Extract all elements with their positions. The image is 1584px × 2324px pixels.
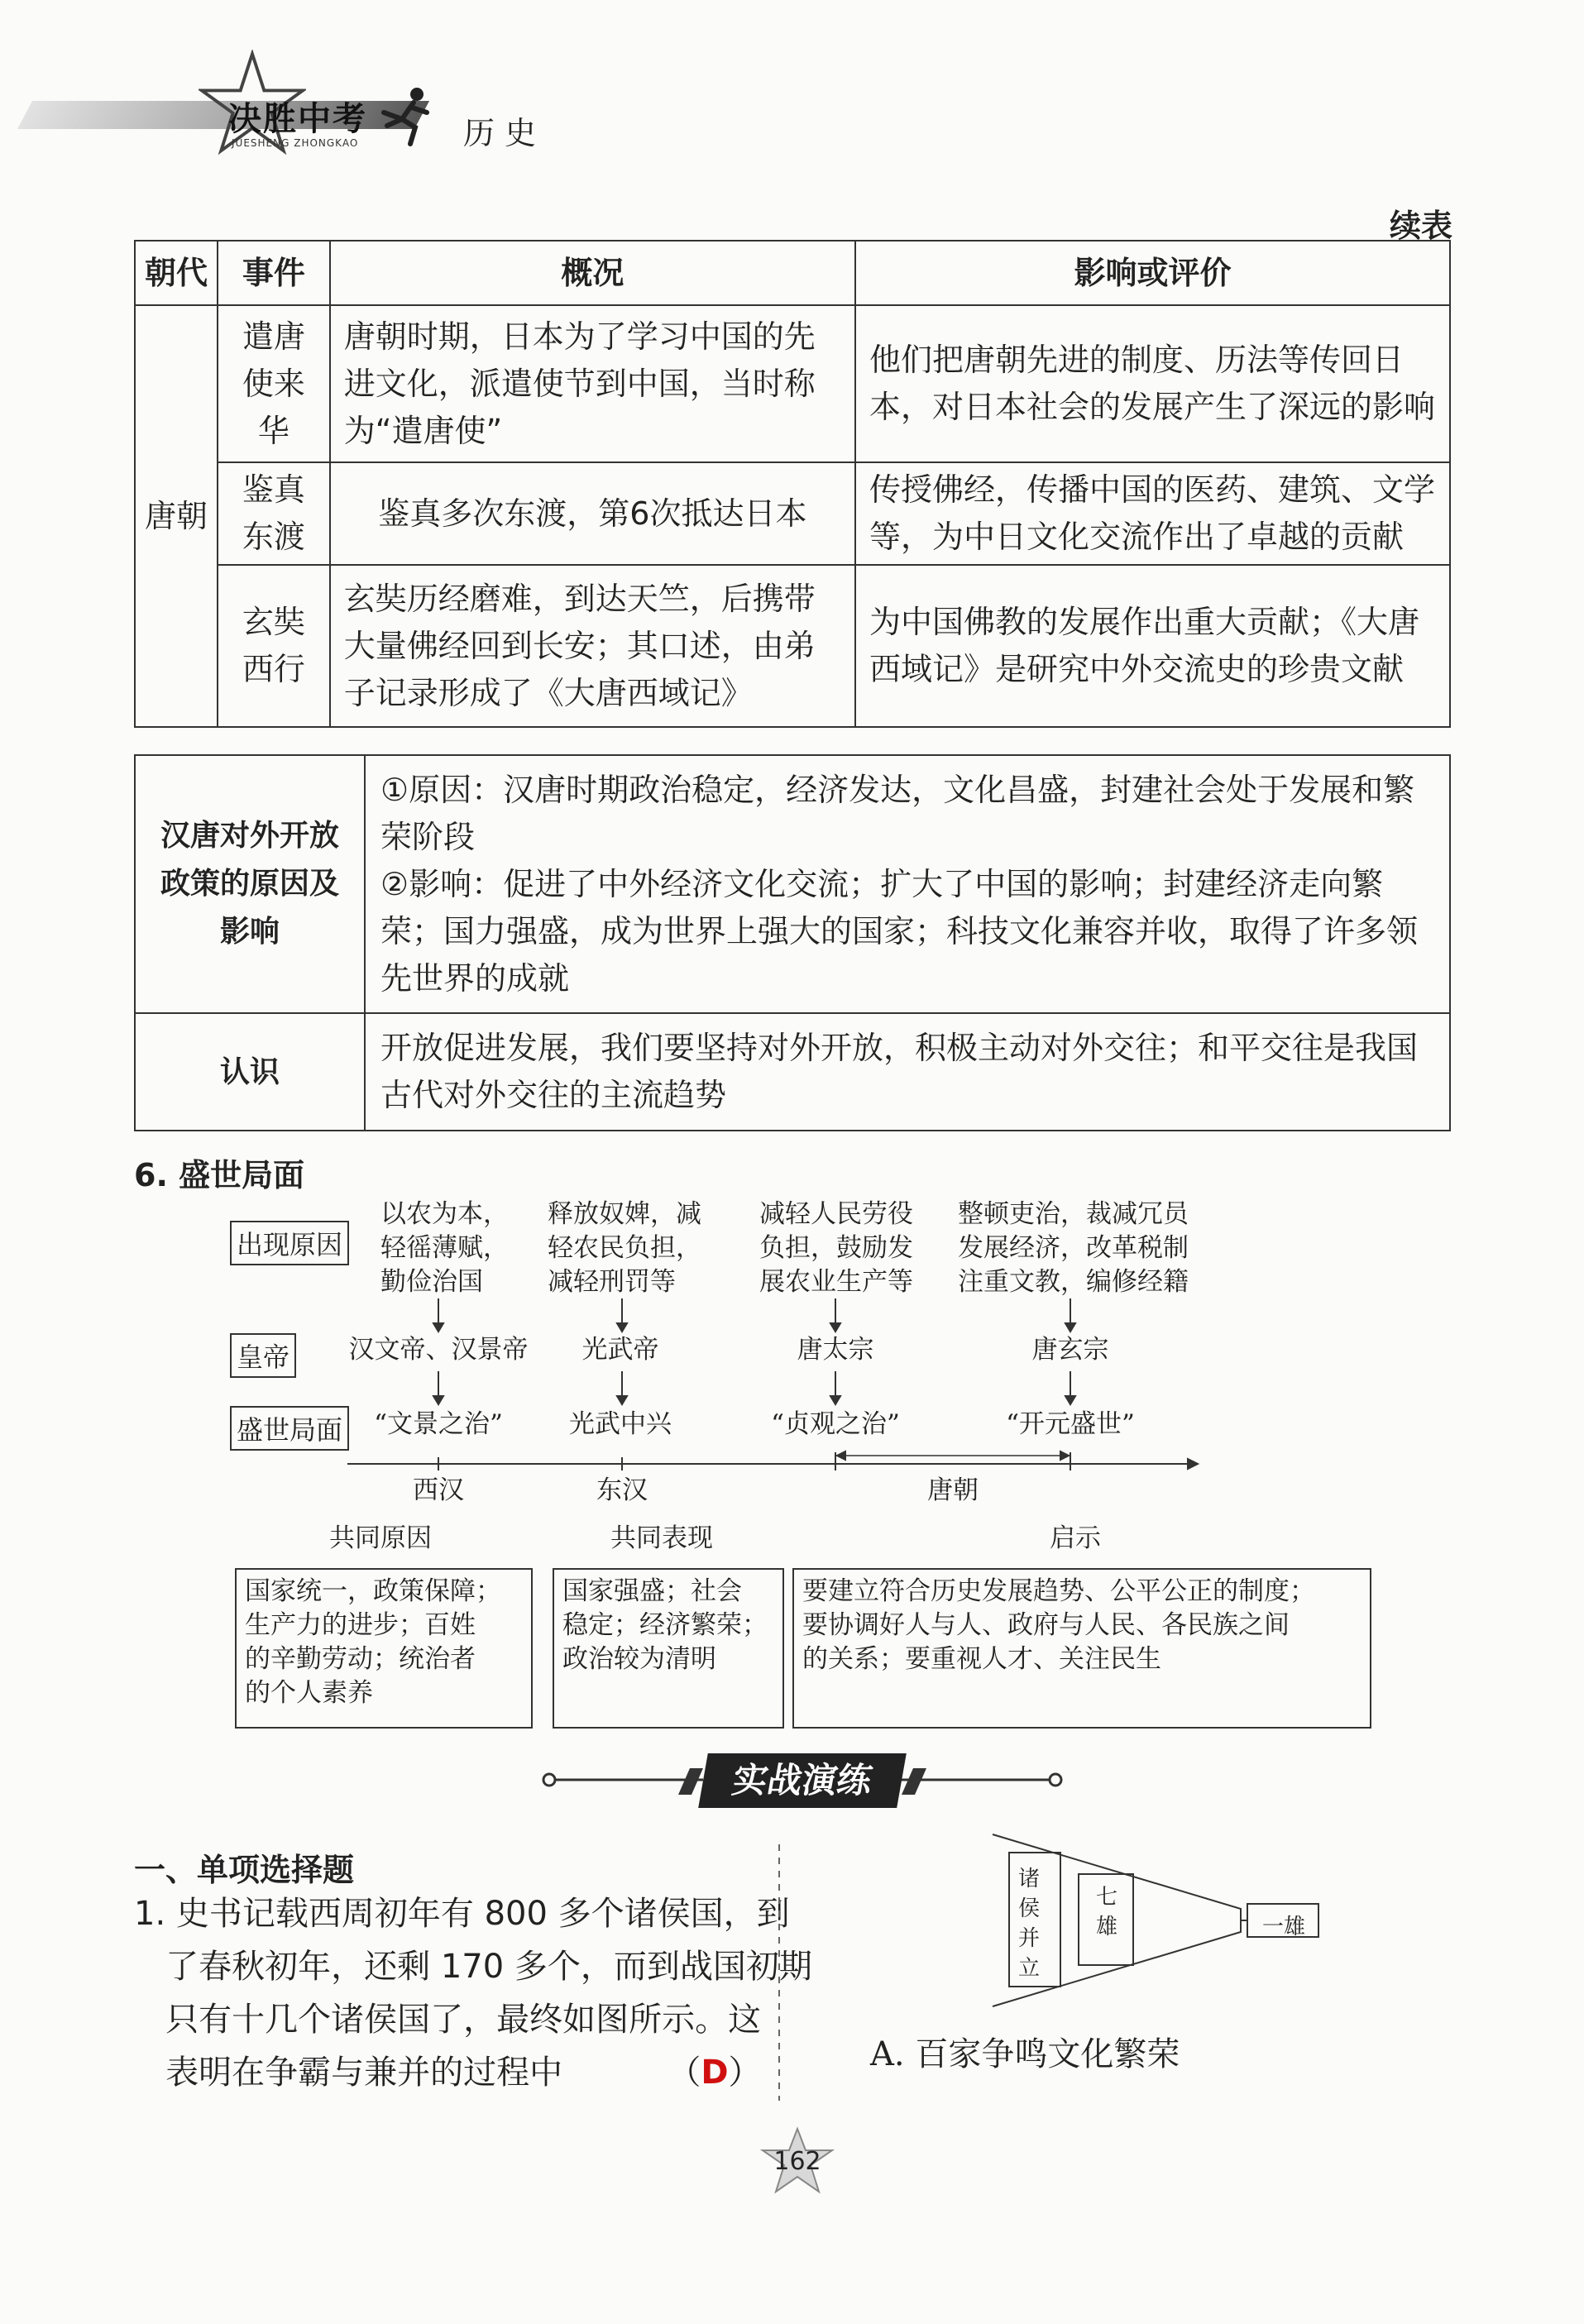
common-cause-title: 共同原因: [329, 1523, 432, 1553]
impact-cell: 他们把唐朝先进的制度、历法等传回日本，对日本社会的发展产生了深远的影响: [855, 305, 1450, 462]
option-a: A. 百家争鸣文化繁荣: [870, 2035, 1180, 2073]
impact-cell: 传授佛经，传播中国的医药、建筑、文学等，为中日文化交流作出了卓越的贡献: [855, 462, 1450, 565]
question-line: 了春秋初年，还剩 170 多个，而到战国初期: [134, 1948, 812, 1986]
emperor-text: 唐玄宗: [1031, 1335, 1109, 1365]
row-label-reason: 出现原因: [230, 1221, 349, 1265]
inspiration-box: 要建立符合历史发展趋势、公平公正的制度； 要协调好人与人、政府与人民、各民族之间 的关系；要重视人才、关注民生: [792, 1568, 1371, 1729]
section-heading: 一、单项选择题: [134, 1852, 355, 1888]
section-title: 6. 盛世局面: [134, 1157, 305, 1193]
event-cell: 玄奘西行: [218, 565, 330, 727]
emperor-text: 汉文帝、汉景帝: [348, 1335, 529, 1365]
impact-line: ②影响：促进了中外经济文化交流；扩大了中国的影响；封建经济走向繁荣；国力强盛，成为世界上强大的国家；科技文化兼容并收，取得了许多领先世界的成就: [380, 865, 1419, 997]
subject-label: 历史: [463, 115, 547, 151]
era-text: 光武中兴: [569, 1409, 672, 1439]
row-label: 汉唐对外开放政策的原因及影响: [135, 755, 365, 1013]
header-cell: 朝代: [135, 241, 218, 305]
continued-label: 续表: [1390, 208, 1453, 244]
overview-cell: 玄奘历经磨难，到达天竺，后携带大量佛经回到长安；其口述，由弟子记录形成了《大唐西域记》: [330, 565, 855, 727]
emperor-text: 光武帝: [581, 1335, 659, 1365]
emperor-text: 唐太宗: [797, 1335, 874, 1365]
era-text: “文景之治”: [374, 1409, 503, 1439]
overview-cell: 鉴真多次东渡，第6次抵达日本: [330, 462, 855, 565]
question-line: 1. 史书记载西周初年有 800 多个诸侯国，到: [134, 1895, 790, 1933]
header-cell: 概况: [330, 241, 855, 305]
overview-cell: 唐朝时期，日本为了学习中国的先进文化，派遣使节到中国，当时称为“遣唐使”: [330, 305, 855, 462]
dynasty-label: 唐朝: [927, 1475, 979, 1505]
reason-text: 释放奴婢，减 轻农民负担， 减轻刑罚等: [548, 1199, 701, 1297]
figure-label-vassals: 诸侯并立: [1017, 1867, 1040, 1981]
row-label-emperor: 皇帝: [230, 1333, 296, 1378]
brand-pinyin: JUESHENG ZHONGKAO: [232, 137, 359, 149]
column-divider: [778, 1844, 781, 2101]
common-performance-box: 国家强盛；社会 稳定；经济繁荣； 政治较为清明: [553, 1568, 784, 1729]
question-line: 只有十几个诸侯国了，最终如图所示。这: [134, 2001, 762, 2039]
header-cell: 影响或评价: [855, 241, 1450, 305]
row-content: 开放促进发展，我们要坚持对外开放，积极主动对外交往；和平交往是我国古代对外交往的主流趋势: [365, 1013, 1450, 1131]
era-text: “开元盛世”: [1006, 1409, 1135, 1439]
question-line: 表明在争霸与兼并的过程中: [134, 2054, 563, 2092]
row-label: 认识: [135, 1013, 365, 1131]
brand-title: 决胜中考: [228, 100, 367, 138]
event-cell: 遣唐使来华: [218, 305, 330, 462]
row-label-era: 盛世局面: [230, 1406, 349, 1451]
event-cell: 鉴真东渡: [218, 462, 330, 565]
dynasty-cell: 唐朝: [135, 305, 218, 727]
common-performance-title: 共同表现: [610, 1523, 713, 1553]
header-cell: 事件: [218, 241, 330, 305]
reason-text: 减轻人民劳役 负担，鼓励发 展农业生产等: [759, 1199, 913, 1297]
question-1: [134, 1887, 812, 2099]
dynasty-label: 东汉: [596, 1475, 648, 1505]
reason-line: ①原因：汉唐时期政治稳定，经济发达，文化昌盛，封建社会处于发展和繁荣阶段: [380, 771, 1415, 855]
reason-text: 整顿吏治，裁减冗员 发展经济，改革税制 注重文教，编修经籍: [958, 1199, 1189, 1297]
common-cause-box: 国家统一，政策保障； 生产力的进步；百姓 的辛勤劳动；统治者 的个人素养: [235, 1568, 533, 1729]
page-number: 162: [773, 2147, 821, 2176]
era-text: “贞观之治”: [771, 1409, 900, 1439]
figure-label-seven: 七雄: [1095, 1885, 1117, 1939]
practice-banner: 实战演练: [698, 1753, 907, 1808]
dynasty-label: 西汉: [413, 1475, 464, 1505]
answer-value: D: [701, 2054, 729, 2092]
answer-paren-close: ）: [728, 2054, 762, 2092]
answer-paren-open: （: [668, 2054, 701, 2092]
inspiration-title: 启示: [1050, 1523, 1101, 1553]
impact-cell: 为中国佛教的发展作出重大贡献；《大唐西域记》是研究中外交流史的珍贵文献: [855, 565, 1450, 727]
reason-text: 以农为本， 轻徭薄赋， 勤俭治国: [380, 1199, 509, 1297]
figure-label-one: 一雄: [1261, 1915, 1305, 1939]
